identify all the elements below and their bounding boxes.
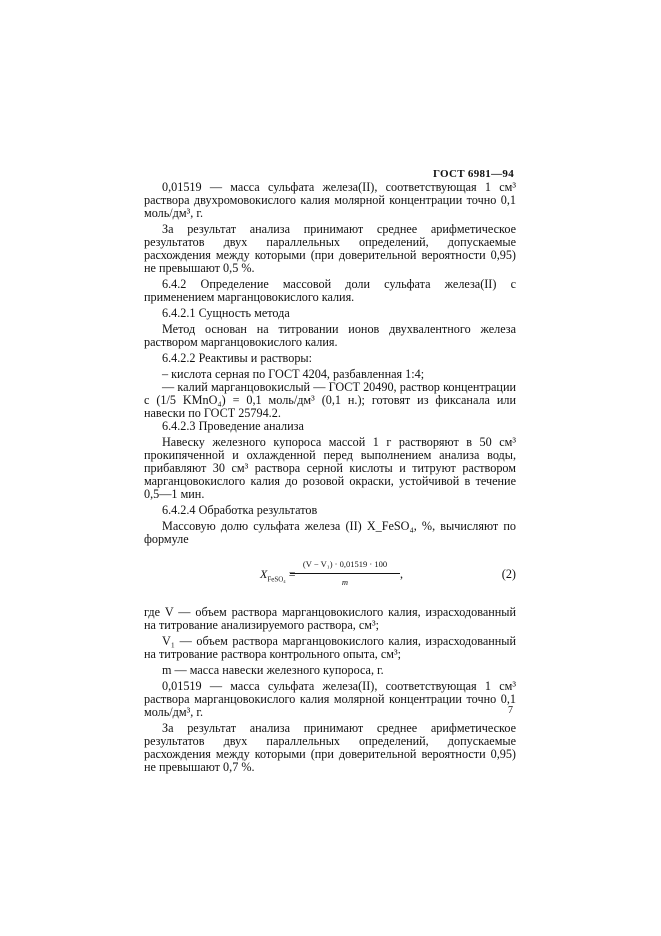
paragraph-where-v: где V — объем раствора марганцовокислого калия, израсходованный на титрование анализируемого раствора, см³; (144, 605, 516, 632)
formula-2 (144, 556, 516, 596)
paragraph-result: За результат анализа принимают среднее арифметическое результатов двух параллельных определений, допускаемые расхождения между которыми (при доверительной вероятности 0,95) не превышают 0,7 %. (144, 721, 516, 774)
section-6-4-2-1-heading: 6.4.2.1 Сущность метода (162, 306, 290, 320)
section-6-4-2-3-heading: 6.4.2.3 Проведение анализа (162, 419, 304, 433)
document-header: ГОСТ 6981—94 (432, 168, 514, 180)
list-item-permanganate: — калий марганцовокислый — ГОСТ 20490, раствор концентрации c (1/5 KMnO₄) = 0,1 моль/дм³ (0,1 н.); готовят из фиксанала или навески по ГОСТ 25794.2. (144, 380, 516, 420)
paragraph-v1: V₁ — объем раствора марганцовокислого калия, израсходованный на титрование раствора контрольного опыта, см³; (144, 634, 516, 661)
section-6-4-2-heading: 6.4.2 Определение массовой доли сульфата железа(II) с применением марганцовокислого калия. (144, 277, 516, 304)
formula-fraction (290, 558, 400, 589)
formula-numerator: (V − V₁) · 0,01519 · 100 (290, 558, 400, 574)
paragraph-method: Метод основан на титровании ионов двухвалентного железа раствором марганцовокислого калия. (144, 322, 516, 349)
paragraph-procedure: Навеску железного купороса массой 1 г растворяют в 50 см³ прокипяченной и охлажденной перед выполнением анализа воды, прибавляют 30 см³ раствора серной кислоты и титруют раствором марганцовокислого калия до розовой окраски, устойчивой в течение 0,5—1 мин. (144, 435, 516, 501)
formula-comma: , (400, 567, 404, 581)
page-number: 7 (508, 705, 513, 716)
section-6-4-2-4-heading: 6.4.2.4 Обработка результатов (162, 503, 318, 517)
paragraph-1: 0,01519 — масса сульфата железа(II), соответствующая 1 см³ раствора двухромовокислого калия молярной концентрации точно 0,1 моль/дм³, г. (144, 180, 516, 220)
formula-lhs: $X_{FeSO_4}$ = (260, 567, 296, 584)
formula-number: (2) (501, 567, 516, 581)
section-6-4-2-2-heading: 6.4.2.2 Реактивы и растворы: (162, 351, 312, 365)
formula-denominator: m (341, 577, 349, 587)
paragraph-m: m — масса навески железного купороса, г. (162, 663, 384, 677)
paragraph-2: За результат анализа принимают среднее арифметическое результатов двух параллельных определений, допускаемые расхождения между которыми (при доверительной вероятности 0,95) не превышают 0,5 %. (144, 222, 516, 275)
formula-lhs-subscript: FeSO₄ (267, 575, 286, 584)
paragraph-formula-intro: Массовую долю сульфата железа (II) X_FeSO₄, %, вычисляют по формуле (144, 519, 516, 546)
document-body (144, 181, 516, 777)
paragraph-coefficient: 0,01519 — масса сульфата железа(II), соответствующая 1 см³ раствора марганцовокислого калия молярной концентрации точно 0,1 моль/дм³, г. (144, 679, 516, 719)
list-item-acid: – кислота серная по ГОСТ 4204, разбавленная 1:4; (162, 367, 425, 381)
